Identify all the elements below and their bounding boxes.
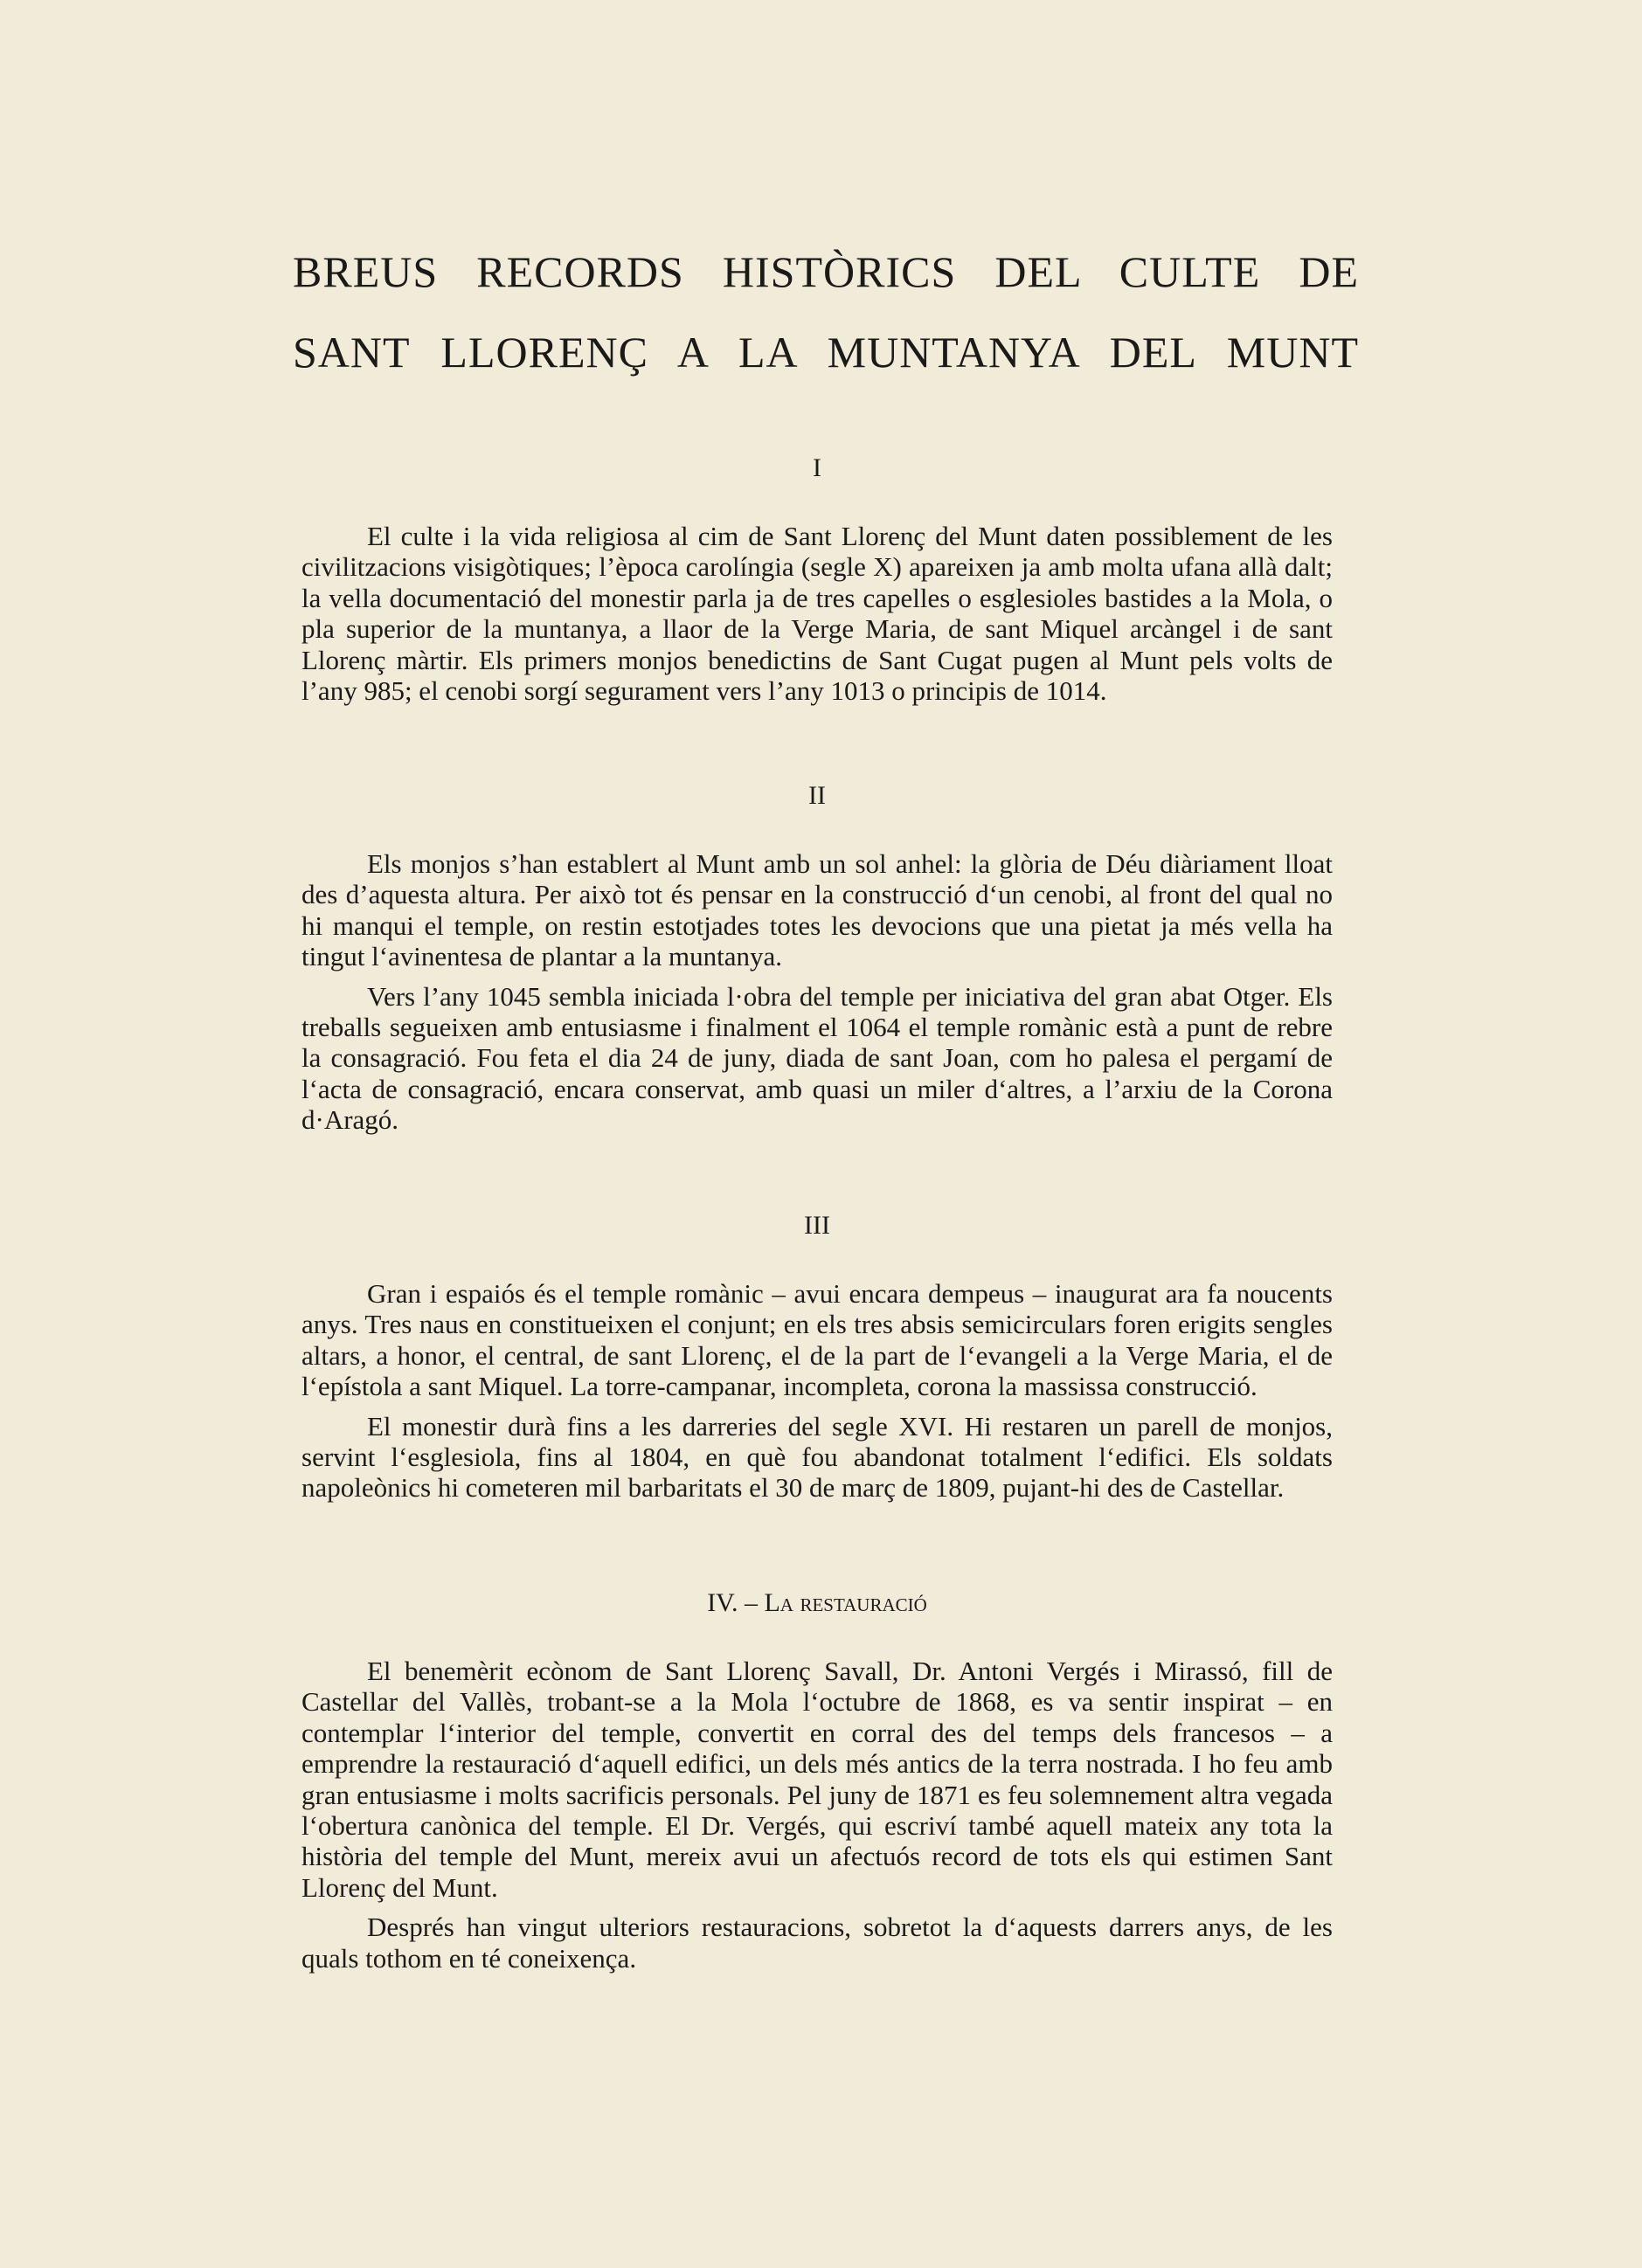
section-i-paragraph-1: El culte i la vida religiosa al cim de Sant Llorenç del Munt daten possiblement de les civilitzacions visigòtiques; l’època carolíngia (segle X) apareixen ja amb molta ufana allà dalt; la vella documentació del monestir parla ja de tres capelles o esglesioles bastides a la Mola, o pla superior de la muntanya, a llaor de la Verge Maria, de sant Miquel arcàngel i de sant Llorenç màrtir. Els primers monjos benedictins de Sant Cugat pugen al Munt pels volts de l’any 985; el cenobi sorgí segurament vers l’any 1013 o principis de 1014. [301, 521, 1333, 707]
section-heading-i: I [813, 453, 821, 482]
section-iii-paragraph-2: El monestir durà fins a les darreries del segle XVI. Hi restaren un parell de monjos, servint l‘esglesiola, fins al 1804, en què fou abandonat totalment l‘edifici. Els soldats napoleònics hi cometeren mil barbaritats el 30 de març de 1809, pujant-hi des de Castellar. [301, 1410, 1333, 1504]
section-heading-iii: III [804, 1211, 830, 1240]
section-heading-iv [301, 1587, 1333, 1619]
section-heading-iv-title: La restauració [764, 1588, 927, 1617]
section-iv-paragraph-1: El benemèrit ecònom de Sant Llorenç Savall, Dr. Antoni Vergés i Mirassó, fill de Castellar del Vallès, trobant-se a la Mola l‘octubre de 1868, es va sentir inspirat – en contemplar l‘interior del temple, convertit en corral des del temps dels francesos – a emprendre la restauració d‘aquell edifici, un dels més antics de la terra nostrada. I ho feu amb gran entusiasme i molts sacrificis personals. Pel juny de 1871 es feu solemnement altra vegada l‘obertura canònica del temple. El Dr. Vergés, qui escriví també aquell mateix any tota la història del temple del Munt, mereix avui un afectuós record de tots els qui estimen Sant Llorenç del Munt. [301, 1656, 1333, 1903]
title-line-1: BREUS RECORDS HISTÒRICS DEL CULTE DE [293, 247, 1359, 296]
section-iv-paragraph-2: Després han vingut ulteriors restauracions, sobretot la d‘aquests darrers anys, de les quals tothom en té coneixença. [301, 1912, 1333, 1974]
section-iii-paragraph-1: Gran i espaiós és el temple romànic – avui encara dempeus – inaugurat ara fa noucents anys. Tres naus en constitueixen el conjunt; en els tres absis semicirculars foren erigits sengles altars, a honor, el central, de sant Llorenç, el de la part de l‘evangeli a la Verge Maria, el de l‘epístola a sant Miquel. La torre-campanar, incompleta, corona la massissa construcció. [301, 1278, 1333, 1402]
section-ii-paragraph-2: Vers l’any 1045 sembla iniciada l·obra del temple per iniciativa del gran abat Otger. Els treballs segueixen amb entusiasme i finalment el 1064 el temple romànic està a punt de rebre la consagració. Fou feta el dia 24 de juny, diada de sant Joan, com ho palesa el pergamí de l‘acta de consagració, encara conservat, amb quasi un miler d‘altres, a l’arxiu de la Corona d·Aragó. [301, 980, 1333, 1136]
section-ii-paragraph-1: Els monjos s’han establert al Munt amb un sol anhel: la glòria de Déu diàriament lloat des d’aquesta altura. Per això tot és pensar en la construcció d‘un cenobi, al front del qual no hi manqui el temple, on restin estotjades totes les devocions que una pietat ja més vella ha tingut l‘avinentesa de plantar a la muntanya. [301, 848, 1333, 972]
title-line-2: SANT LLORENÇ A LA MUNTANYA DEL MUNT [293, 328, 1359, 377]
section-ii [301, 780, 1333, 1136]
section-iv [301, 1587, 1333, 1974]
page-title [293, 232, 1359, 392]
section-heading-iv-number: IV. – [707, 1588, 765, 1617]
section-i [301, 453, 1333, 706]
section-iii [301, 1210, 1333, 1504]
section-heading-ii: II [808, 781, 826, 810]
